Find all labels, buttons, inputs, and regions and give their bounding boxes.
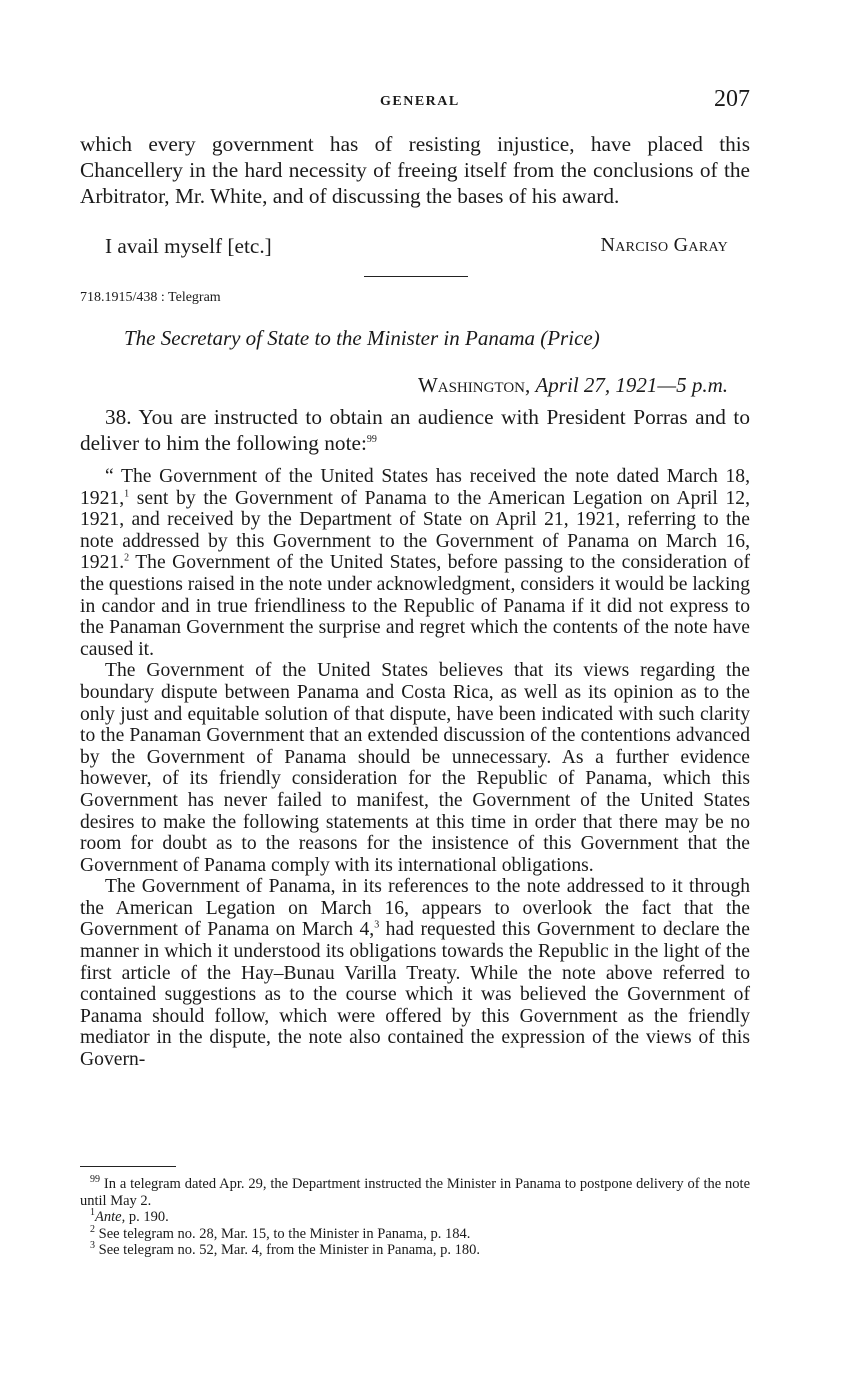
file-reference: 718.1915/438 : Telegram (80, 290, 221, 305)
footnote-text: See telegram no. 52, Mar. 4, from the Minister in Panama, p. 180. (98, 1242, 480, 1258)
footnote-number: 1 (90, 1207, 95, 1219)
dateline-place: Washington, (417, 373, 531, 397)
note-text: The Government of Panama, in its references to the note addressed to it through the American Legation on March 16, appears to overlook the fact that the Government of Panama on March 4, (80, 876, 750, 941)
footnote-mark: 2 (124, 552, 130, 564)
quoted-note (80, 466, 750, 1071)
footnote-italic: Ante, (95, 1209, 126, 1225)
closing-phrase: I avail myself [etc.] (105, 234, 272, 258)
note-paragraph-3 (80, 876, 750, 1070)
note-paragraph-1 (80, 466, 750, 660)
intro-text: 38. You are instructed to obtain an audience with President Porras and to deliver to him the following note: (80, 405, 750, 455)
footnote-mark: 1 (124, 488, 130, 500)
note-text: “ The Government of the United States has received the note dated March 18, 1921, (80, 466, 750, 509)
page-header (80, 86, 750, 120)
note-text: had requested this Government to declare the manner in which it understood its obligations towards the Republic in the light of the first article of the Hay–Bunau Varilla Treaty. While the note above referred to contained suggestions as to the course which it was believed the Government of Panama should follow, which were offered by this Government as the friendly mediator in the dispute, the note also contained the expression of the views of this Govern- (80, 919, 750, 1071)
footnote-text: p. 190. (125, 1209, 169, 1225)
note-text: The Government of the United States, before passing to the consideration of the questions raised in the note under acknowledgment, considers it would be lacking in candor and in true friendliness to the Republic of Panama if it did not express to the Panaman Government the surprise and regret which the contents of the note have caused it. (80, 552, 750, 660)
note-paragraph-2: The Government of the United States believes that its views regarding the boundary dispute between Panama and Costa Rica, as well as its opinion as to the only just and equitable solution of that dispute, have been indicated with such clarity to the Panaman Government that an extended discussion of the contentions advanced by the Government of Panama should be unnecessary. As a further evidence however, of its friendly consideration for the Republic of Panama, which this Government has never failed to manifest, the Government of the United States desires to make the following statements at this time in order that there may be no room for doubt as to the reasons for the insistence of this Government that the Government of Panama comply with its international obligations. (80, 660, 750, 876)
dateline (418, 373, 728, 398)
note-text: sent by the Government of Panama to the American Legation on April 12, 1921, and received by the Department of State on April 21, 1921, referring to the note addressed by this Government to the Government of Panama on March 16, 1921. (80, 487, 750, 574)
previous-letter-text: which every government has of resisting injustice, have placed this Chancellery in the hard necessity of freeing itself from the conclusions of the Arbitrator, Mr. White, and of discussing the bases of his award. (80, 132, 750, 208)
footnote-divider (80, 1166, 176, 1167)
footnote-mark: 99 (366, 433, 377, 445)
footnote-number: 99 (90, 1174, 100, 1186)
signature: Narciso Garay (600, 234, 728, 256)
footnote-number: 3 (90, 1240, 95, 1252)
footnote-1 (80, 1209, 750, 1226)
footnote-2 (80, 1223, 750, 1243)
footnotes (80, 1176, 750, 1259)
page-number: 207 (714, 86, 750, 112)
footnote-text: In a telegram dated Apr. 29, the Department instructed the Minister in Panama to postpone delivery of the note until May 2. (80, 1176, 751, 1209)
footnote-mark: 3 (374, 919, 380, 931)
intro-paragraph (80, 404, 750, 456)
footnote-3 (80, 1242, 750, 1259)
footnote-text: See telegram no. 28, Mar. 15, to the Minister in Panama, p. 184. (98, 1225, 471, 1242)
dateline-date: April 27, 1921—5 p.m. (535, 373, 728, 397)
running-head: GENERAL (380, 94, 460, 109)
document-title: The Secretary of State to the Minister in Panama (Price) (124, 326, 600, 350)
footnote-99 (80, 1176, 750, 1209)
footnote-number: 2 (90, 1223, 95, 1235)
section-divider (364, 276, 468, 277)
